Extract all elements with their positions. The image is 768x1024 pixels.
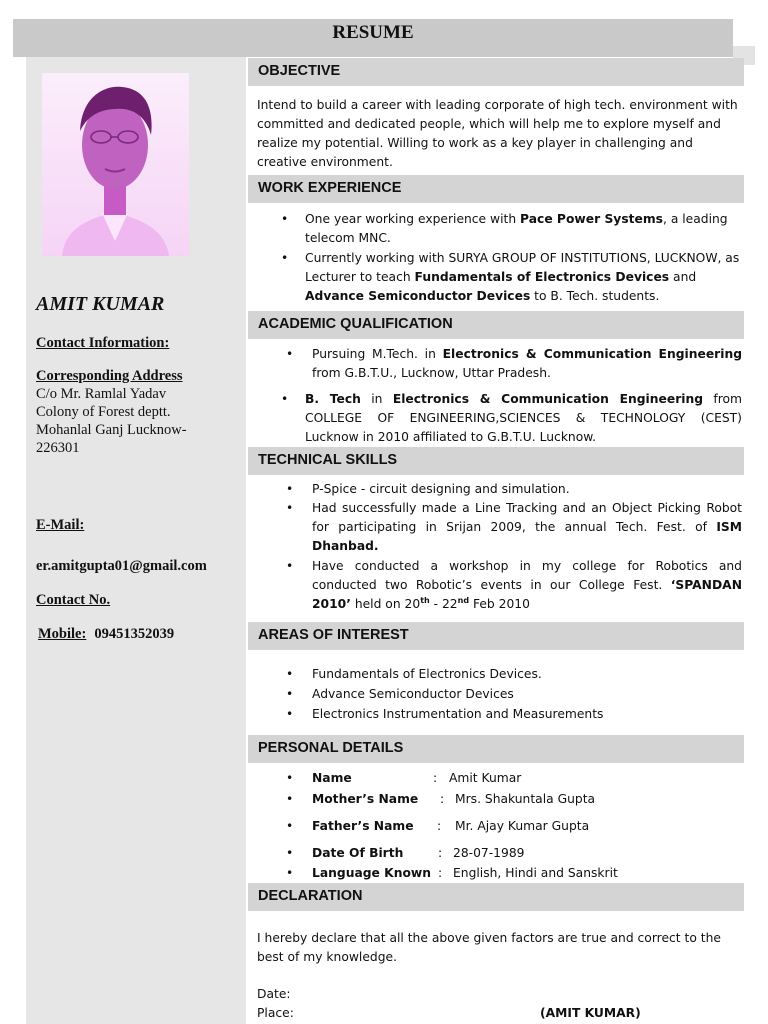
date-label: Date: (257, 987, 291, 1001)
personal-colon: : (437, 819, 442, 833)
personal-label-dob: • Date Of Birth (312, 844, 403, 863)
personal-colon: : (438, 846, 443, 860)
technical-item-3: • Have conducted a workshop in my college for Robotics and conducted two Robotic’s events in our College Fest. ‘SPANDAN 2010’ held on 20th - 22nd Feb 2010 (312, 557, 742, 614)
interests-heading: AREAS OF INTEREST (258, 627, 409, 643)
contact-info-heading: Contact Information: (36, 335, 170, 351)
interest-item-1: • Fundamentals of Electronics Devices. (312, 665, 742, 684)
mobile-row (36, 626, 174, 643)
personal-heading-bar (248, 735, 744, 763)
personal-label-name: • Name (312, 769, 352, 788)
technical-heading: TECHNICAL SKILLS (258, 452, 398, 468)
personal-value-mother: Mrs. Shakuntala Gupta (455, 792, 596, 806)
place-label: Place: (257, 1006, 294, 1020)
address-line-4: 226301 (36, 440, 80, 456)
declaration-text: I hereby declare that all the above given factors are true and correct to the best of my knowledge. (257, 931, 721, 964)
work-item-1: • One year working experience with Pace Power Systems, a leading telecom MNC. (305, 210, 742, 248)
personal-label-mother: • Mother’s Name (312, 790, 418, 809)
academic-heading: ACADEMIC QUALIFICATION (258, 316, 453, 332)
technical-item-1: • P-Spice - circuit designing and simulation. (312, 480, 742, 499)
work-item-2: • Currently working with SURYA GROUP OF INSTITUTIONS, LUCKNOW, as Lecturer to teach Fundamentals of Electronics Devices and Advance Semiconductor Devices to B. Tech. students. (305, 249, 742, 306)
personal-colon: : (433, 771, 438, 785)
interests-heading-bar (248, 622, 744, 650)
personal-colon: : (438, 866, 443, 880)
email-label: E-Mail: (36, 517, 85, 533)
title-bar (13, 19, 733, 57)
objective-heading: OBJECTIVE (258, 63, 341, 79)
personal-value-dob: 28-07-1989 (453, 846, 525, 860)
personal-colon: : (440, 792, 445, 806)
personal-value-name: Amit Kumar (449, 771, 522, 785)
mobile-label: Mobile: (38, 626, 87, 642)
address-line-2: Colony of Forest deptt. (36, 404, 171, 420)
declaration-heading: DECLARATION (258, 888, 363, 904)
address-heading: Corresponding Address (36, 368, 183, 384)
email-address[interactable]: er.amitgupta01@gmail.com (36, 558, 207, 574)
technical-heading-bar (248, 447, 744, 475)
interest-item-3: • Electronics Instrumentation and Measurements (312, 705, 742, 724)
academic-heading-bar (248, 311, 744, 339)
personal-label-father: • Father’s Name (312, 817, 414, 836)
signature-name: (AMIT KUMAR) (540, 1006, 641, 1020)
objective-text: Intend to build a career with leading corporate of high tech. environment with committed and dedicated people, which will help me to explore myself and realize my potential. Willing to work as a key player in challenging and creative environment. (257, 98, 738, 169)
declaration-heading-bar (248, 883, 744, 911)
technical-item-2: • Had successfully made a Line Tracking and an Object Picking Robot for participating in Srijan 2009, the annual Tech. Fest. of ISM Dhanbad. (312, 499, 742, 556)
personal-heading: PERSONAL DETAILS (258, 740, 404, 756)
address-line-1: C/o Mr. Ramlal Yadav (36, 386, 167, 402)
contact-no-label: Contact No. (36, 592, 111, 608)
interest-item-2: • Advance Semiconductor Devices (312, 685, 742, 704)
objective-heading-bar (248, 58, 744, 86)
academic-item-2: • B. Tech in Electronics & Communication Engineering from COLLEGE OF ENGINEERING,SCIENCES & TECHNOLOGY (CEST) Lucknow in 2010 affiliated to G.B.T.U. Lucknow. (305, 390, 742, 447)
personal-value-father: Mr. Ajay Kumar Gupta (455, 819, 590, 833)
academic-item-1: • Pursuing M.Tech. in Electronics & Communication Engineering from G.B.T.U., Lucknow, Uttar Pradesh. (312, 345, 742, 383)
work-experience-heading-bar (248, 175, 744, 203)
address-line-3: Mohanlal Ganj Lucknow- (36, 422, 187, 438)
candidate-name: AMIT KUMAR (36, 293, 165, 315)
personal-label-language: • Language Known (312, 864, 431, 883)
personal-value-language: English, Hindi and Sanskrit (453, 866, 618, 880)
mobile-number[interactable]: 09451352039 (94, 626, 175, 642)
profile-photo (42, 73, 189, 256)
work-experience-heading: WORK EXPERIENCE (258, 180, 402, 196)
document-title: RESUME (332, 22, 414, 43)
